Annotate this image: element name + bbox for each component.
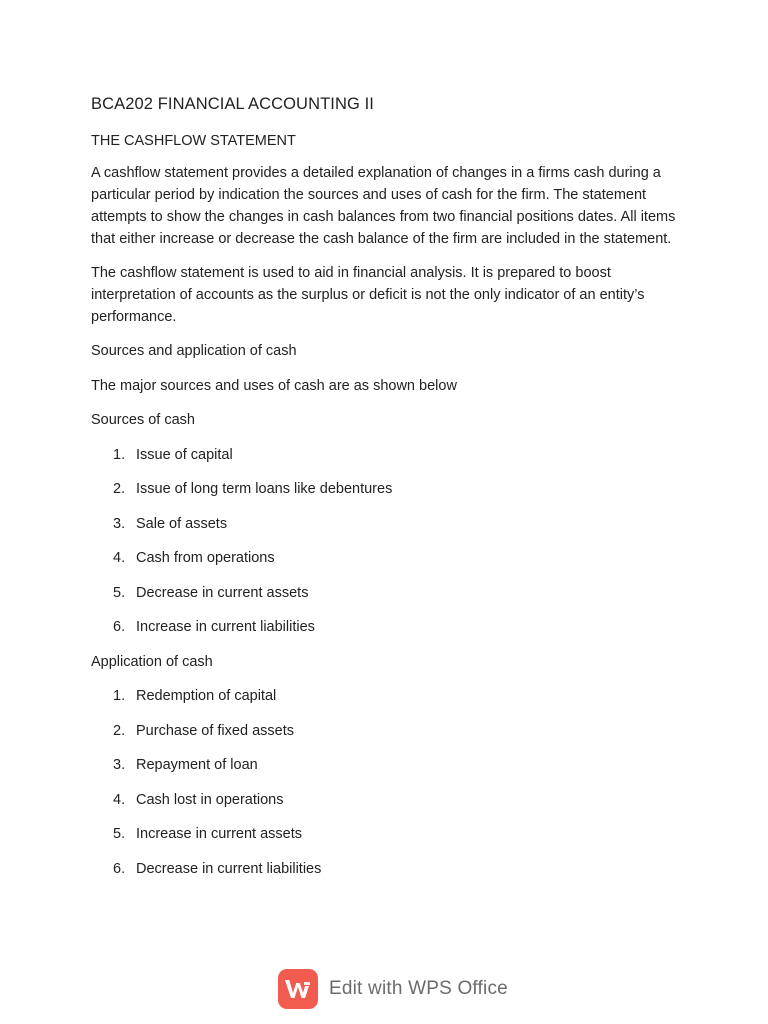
application-label: Application of cash bbox=[91, 653, 213, 670]
list-text: Redemption of capital bbox=[136, 688, 277, 704]
document-page bbox=[91, 92, 691, 892]
list-text: Increase in current liabilities bbox=[136, 619, 315, 635]
list-number: 3. bbox=[113, 757, 126, 773]
sources-and-application-label: Sources and application of cash bbox=[91, 343, 297, 359]
paragraph-purpose: The cashflow statement is used to aid in financial analysis. It is prepared to boost interpretation of accounts as the surplus or deficit is not the only indicator of an entity’s performance. bbox=[91, 265, 645, 325]
list-number: 5. bbox=[113, 584, 126, 601]
list-number: 2. bbox=[113, 481, 126, 497]
major-sources-label: The major sources and uses of cash are as shown below bbox=[91, 377, 457, 394]
section-title: THE CASHFLOW STATEMENT bbox=[91, 133, 296, 149]
list-number: 4. bbox=[113, 791, 126, 808]
list-item bbox=[91, 582, 691, 604]
applications-list bbox=[91, 685, 691, 880]
list-text: Sale of assets bbox=[136, 515, 228, 532]
wps-w-icon bbox=[278, 969, 318, 1009]
list-number: 1. bbox=[113, 446, 126, 463]
list-text: Repayment of loan bbox=[136, 757, 258, 773]
list-number: 1. bbox=[113, 688, 126, 704]
document-title: BCA202 FINANCIAL ACCOUNTING II bbox=[91, 95, 374, 113]
list-number: 6. bbox=[113, 619, 126, 635]
list-text: Issue of long term loans like debentures bbox=[136, 481, 393, 497]
list-text: Cash lost in operations bbox=[136, 791, 284, 808]
list-text: Purchase of fixed assets bbox=[136, 722, 294, 739]
list-number: 3. bbox=[113, 515, 126, 532]
sources-list bbox=[91, 444, 691, 639]
list-item bbox=[91, 444, 691, 466]
list-item bbox=[91, 858, 691, 880]
list-text: Increase in current assets bbox=[136, 826, 303, 842]
list-text: Decrease in current liabilities bbox=[136, 860, 322, 877]
list-text: Cash from operations bbox=[136, 550, 275, 566]
list-item bbox=[91, 754, 691, 776]
sources-label: Sources of cash bbox=[91, 412, 195, 428]
paragraph-intro: A cashflow statement provides a detailed explanation of changes in a firms cash during a particular period by indication the sources and uses of cash for the firm. The statement attempts to show the changes in cash balances from two financial positions dates. All items that either increase or decrease the cash balance of the firm are included in the statement. bbox=[91, 165, 676, 247]
list-item bbox=[91, 720, 691, 742]
list-item bbox=[91, 685, 691, 707]
list-number: 6. bbox=[113, 860, 126, 877]
list-item bbox=[91, 789, 691, 811]
list-number: 4. bbox=[113, 550, 126, 566]
list-text: Issue of capital bbox=[136, 446, 233, 463]
list-number: 2. bbox=[113, 722, 126, 739]
wps-label: Edit with WPS Office bbox=[329, 978, 508, 999]
list-text: Decrease in current assets bbox=[136, 584, 309, 601]
list-item bbox=[91, 547, 691, 569]
list-item bbox=[91, 478, 691, 500]
edit-with-wps-button[interactable] bbox=[278, 968, 508, 1010]
list-item bbox=[91, 513, 691, 535]
list-item bbox=[91, 616, 691, 638]
list-number: 5. bbox=[113, 826, 126, 842]
list-item bbox=[91, 823, 691, 845]
